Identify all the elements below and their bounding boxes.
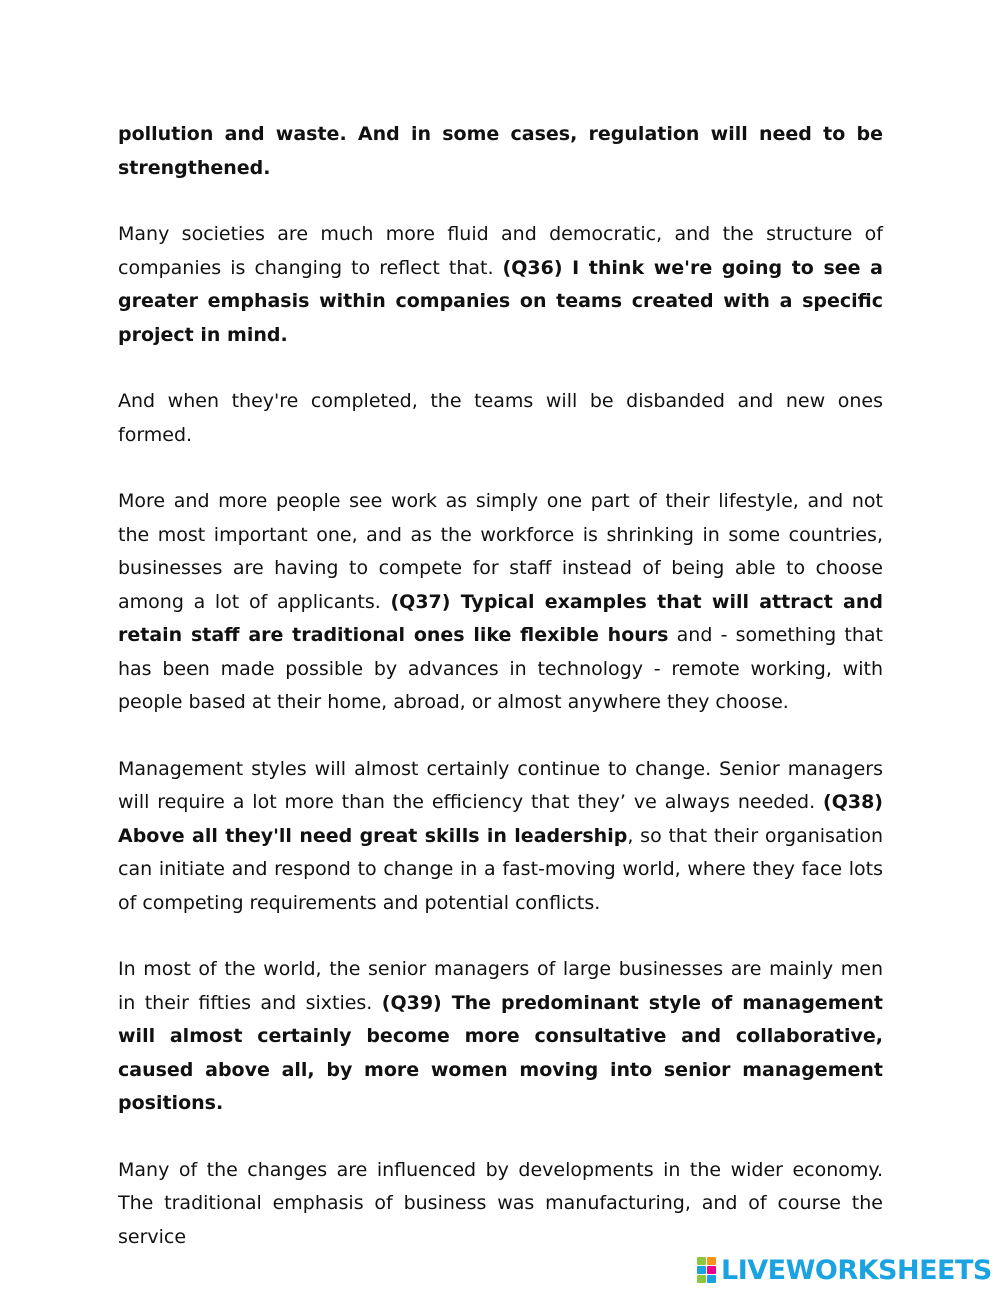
paragraph-3-segment-1: And when they're completed, the teams will be disbanded and new ones formed. bbox=[118, 390, 883, 446]
logo-brand-text: LIVEWORKSHEETS bbox=[721, 1254, 992, 1286]
paragraph-4 bbox=[118, 485, 883, 720]
paragraph-2 bbox=[118, 218, 883, 352]
logo-square-green-bottom bbox=[697, 1275, 706, 1283]
liveworksheets-logo-icon bbox=[697, 1257, 717, 1283]
liveworksheets-logo bbox=[697, 1255, 992, 1285]
q38-answer-text: (Q38) Above all they'll need great skills in leadership bbox=[118, 791, 883, 847]
paragraph-7-segment-1: Many of the changes are influenced by developments in the wider economy. The traditional emphasis of business was manufacturing, and of course the service bbox=[118, 1158, 883, 1248]
logo-square-blue bbox=[697, 1266, 706, 1274]
q37-answer-text: (Q37) Typical examples that will attract and retain staff are traditional ones like flexible hours bbox=[118, 590, 884, 646]
paragraph-5 bbox=[118, 753, 883, 921]
logo-square-orange bbox=[707, 1257, 716, 1265]
paragraph-7 bbox=[118, 1154, 883, 1255]
q36-answer-text: (Q36) I think we're going to see a greater emphasis within companies on teams created with a specific project in mind. bbox=[118, 256, 883, 346]
logo-square-pink bbox=[707, 1266, 716, 1274]
paragraph-4-segment-3: and - something that has been made possible by advances in technology - remote working, with people based at their home, abroad, or almost anywhere they choose. bbox=[118, 624, 883, 713]
q39-answer-text: (Q39) The predominant style of management will almost certainly become more consultative and collaborative, caused above all, by more women moving into senior management positions. bbox=[118, 991, 883, 1114]
paragraph-1 bbox=[118, 118, 883, 185]
paragraph-1-segment-1: pollution and waste. And in some cases, regulation will need to be strengthened. bbox=[118, 123, 883, 179]
document-body bbox=[118, 118, 883, 1287]
paragraph-5-segment-3: , so that their organisation can initiate and respond to change in a fast-moving world, where they face lots of competing requirements and potential conflicts. bbox=[118, 824, 883, 914]
paragraph-6-segment-1: In most of the world, the senior managers of large businesses are mainly men in their fifties and sixties. bbox=[118, 958, 883, 1014]
paragraph-6 bbox=[118, 953, 883, 1121]
paragraph-2-segment-1: Many societies are much more fluid and democratic, and the structure of companies is changing to reflect that. bbox=[118, 223, 883, 279]
logo-square-green bbox=[697, 1257, 706, 1265]
paragraph-3 bbox=[118, 385, 883, 452]
paragraph-4-segment-1: More and more people see work as simply one part of their lifestyle, and not the most important one, and as the workforce is shrinking in some countries, businesses are having to compete for staff instead of being able to choose among a lot of applicants. bbox=[118, 490, 883, 613]
logo-square-blue-bottom bbox=[707, 1275, 716, 1283]
paragraph-5-segment-1: Management styles will almost certainly continue to change. Senior managers will require a lot more than the efficiency that they’ ve always needed. bbox=[118, 757, 883, 813]
